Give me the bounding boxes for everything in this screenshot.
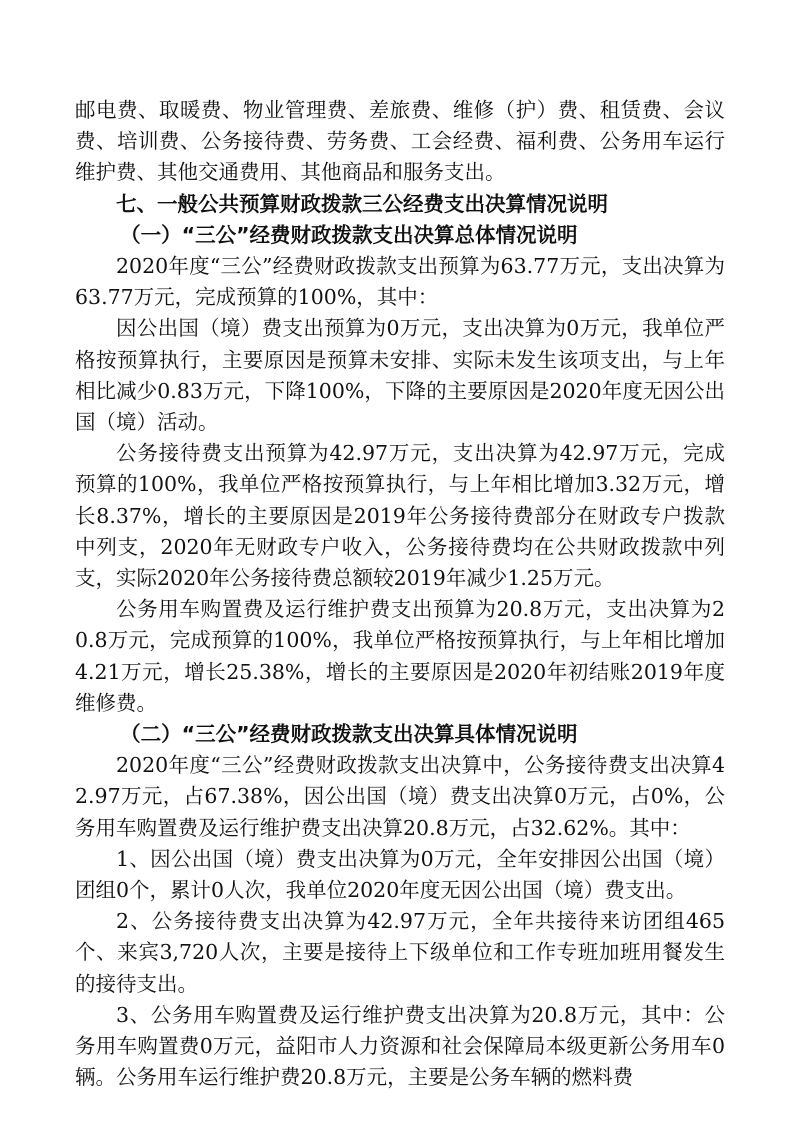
paragraph-item-two: 2、公务接待费支出决算为42.97万元，全年共接待来访团组465个、来宾3,720人次，主要是接待上下级单位和工作专班加班用餐发生的接待支出。 — [75, 909, 725, 996]
subsection-heading-one: （一）“三公”经费财政拨款支出决算总体情况说明 — [120, 222, 578, 247]
subsection-heading-two: （二）“三公”经费财政拨款支出决算具体情况说明 — [120, 722, 578, 747]
paragraph-official-reception: 公务接待费支出预算为42.97万元，支出决算为42.97万元，完成预算的100%，我单位严格按预算执行，与上年相比增加3.32万元，增长8.37%，增长的主要原因是2019年公务接待费部分在财政专户拨款中列支，2020年无财政专户收入，公务接待费均在公共财政拨款中列支，实际2020年公务接待费总额较2019年减少1.25万元。 — [75, 441, 725, 591]
section-heading-seven: 七、一般公共预算财政拨款三公经费支出决算情况说明 — [116, 191, 608, 216]
document-page — [75, 95, 725, 1094]
paragraph-expense-list: 邮电费、取暖费、物业管理费、差旅费、维修（护）费、租赁费、会议费、培训费、公务接待费、劳务费、工会经费、福利费、公务用车运行维护费、其他交通费用、其他商品和服务支出。 — [75, 98, 725, 185]
paragraph-item-one: 1、因公出国（境）费支出决算为0万元，全年安排因公出国（境）团组0个，累计0人次，我单位2020年度无因公出国（境）费支出。 — [75, 846, 725, 903]
paragraph-overseas-travel: 因公出国（境）费支出预算为0万元，支出决算为0万元，我单位严格按预算执行，主要原因是预算未安排、实际未发生该项支出，与上年相比减少0.83万元，下降100%，下降的主要原因是2020年度无因公出国（境）活动。 — [75, 316, 725, 435]
paragraph-item-three: 3、公务用车购置费及运行维护费支出决算为20.8万元，其中：公务用车购置费0万元，益阳市人力资源和社会保障局本级更新公务用车0辆。公务用车运行维护费20.8万元，主要是公务车辆的燃料费 — [75, 1002, 725, 1090]
paragraph-overall-budget: 2020年度“三公”经费财政拨款支出预算为63.77万元，支出决算为63.77万元，完成预算的100%，其中： — [75, 254, 725, 310]
paragraph-official-vehicles: 公务用车购置费及运行维护费支出预算为20.8万元，支出决算为20.8万元，完成预算的100%，我单位严格按预算执行，与上年相比增加4.21万元，增长25.38%，增长的主要原因是2020年初结账2019年度维修费。 — [75, 597, 725, 715]
paragraph-detail-summary: 2020年度“三公”经费财政拨款支出决算中，公务接待费支出决算42.97万元，占67.38%，因公出国（境）费支出决算0万元，占0%，公务用车购置费及运行维护费支出决算20.8万元，占32.62%。其中： — [75, 753, 725, 840]
